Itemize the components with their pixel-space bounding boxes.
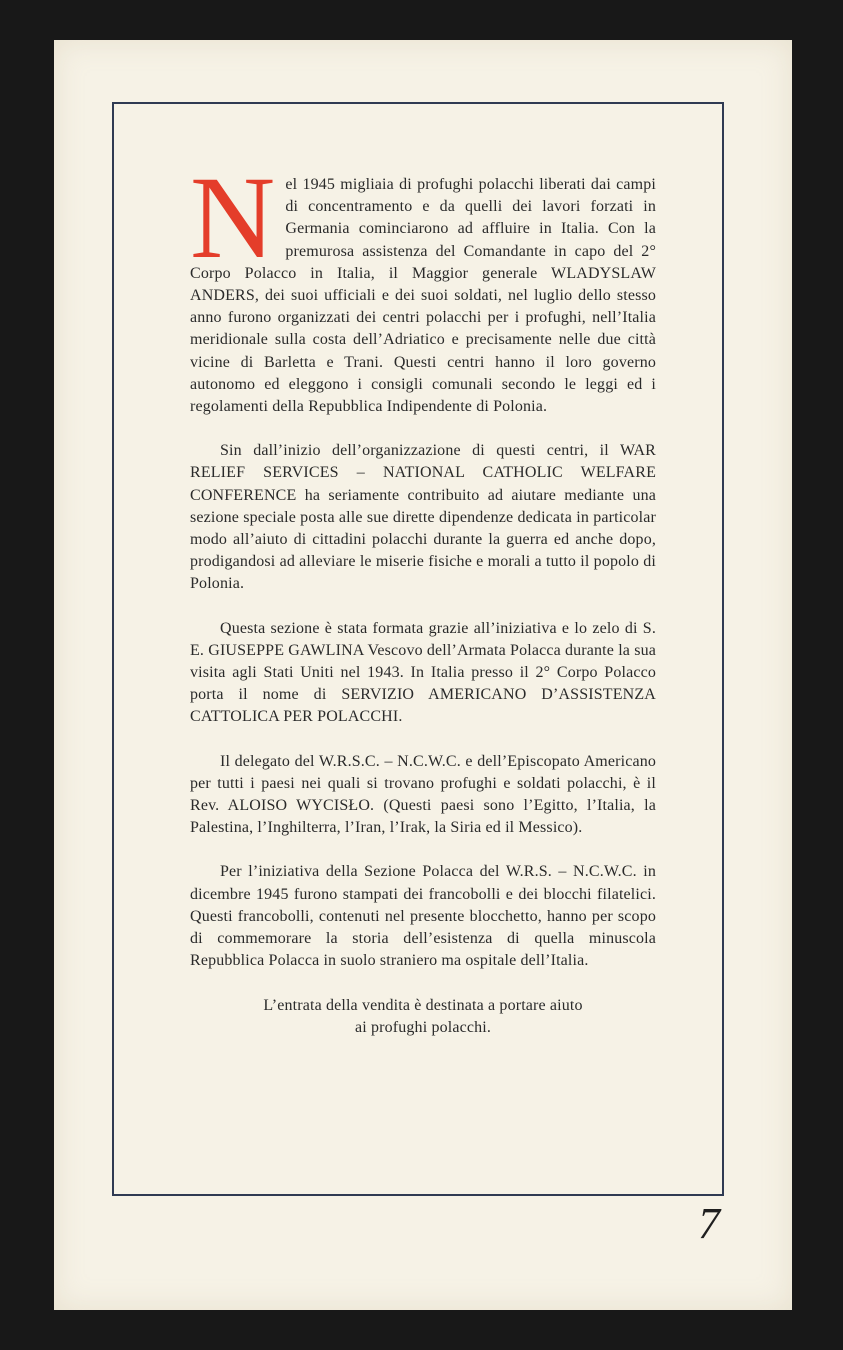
- document-page: [54, 40, 792, 1310]
- paragraph-4: Il delegato del W.R.S.C. – N.C.W.C. e dell’Episcopato Americano per tutti i paesi nei quali si trovano profughi e soldati polacchi, è il Rev. ALOISO WYCISŁO. (Questi paesi sono l’Egitto, l’Italia, la Palestina, l’Inghilterra, l’Iran, l’Irak, la Siria ed il Messico).: [190, 752, 656, 837]
- closing-line-2: ai profughi polacchi.: [355, 1018, 491, 1036]
- drop-cap: N: [190, 152, 276, 283]
- paragraph-5: Per l’iniziativa della Sezione Polacca del W.R.S. – N.C.W.C. in dicembre 1945 furono stampati dei francobolli e dei blocchi filatelici. Questi francobolli, contenuti nel presente blocchetto, hanno per scopo di commemorare la storia dell’esistenza di quella minuscola Repubblica Polacca in suolo straniero ma ospitale dell’Italia.: [190, 863, 656, 970]
- closing-line-1: L’entrata della vendita è destinata a portare aiuto: [263, 996, 583, 1014]
- paragraph-3: Questa sezione è stata formata grazie all’iniziativa e lo zelo di S. E. GIUSEPPE GAWLINA Vescovo dell’Armata Polacca durante la sua visita agli Stati Uniti nel 1943. In Italia presso il 2° Corpo Polacco porta il nome di SERVIZIO AMERICANO D’ASSISTENZA CATTOLICA PER POLACCHI.: [190, 619, 656, 726]
- body-text: [190, 152, 656, 1039]
- paragraph-1-text: el 1945 migliaia di profughi polacchi liberati dai campi di concentramento e da quelli dei lavori forzati in Germania cominciarono ad affluire in Italia. Con la premurosa assistenza del Comandante in capo del 2° Corpo Polacco in Italia, il Maggior generale WLADYSLAW ANDERS, dei suoi ufficiali e dei suoi soldati, nel luglio dello stesso anno furono organizzati dei centri polacchi per i profughi, nell’Italia meridionale sulla costa dell’Adriatico e precisamente nelle due città vicine di Barletta e Trani. Questi centri hanno il loro governo autonomo ed eleggono i consigli comunali secondo le leggi ed i regolamenti della Repubblica Indipendente di Polonia.: [190, 176, 656, 416]
- page-border-frame: [112, 102, 724, 1196]
- paragraph-2: Sin dall’inizio dell’organizzazione di questi centri, il WAR RELIEF SERVICES – NATIONAL CATHOLIC WELFARE CONFERENCE ha seriamente contribuito ad aiutare mediante una sezione speciale posta alle sue dirette dipendenze dedicata in particolar modo all’aiuto di cittadini polacchi durante la guerra ed anche dopo, prodigandosi ad alleviare le miserie fisiche e morali a tutto il popolo di Polonia.: [190, 442, 656, 593]
- page-number: 7: [698, 1199, 720, 1248]
- paragraph-1: [190, 152, 656, 418]
- closing-note: [190, 995, 656, 1039]
